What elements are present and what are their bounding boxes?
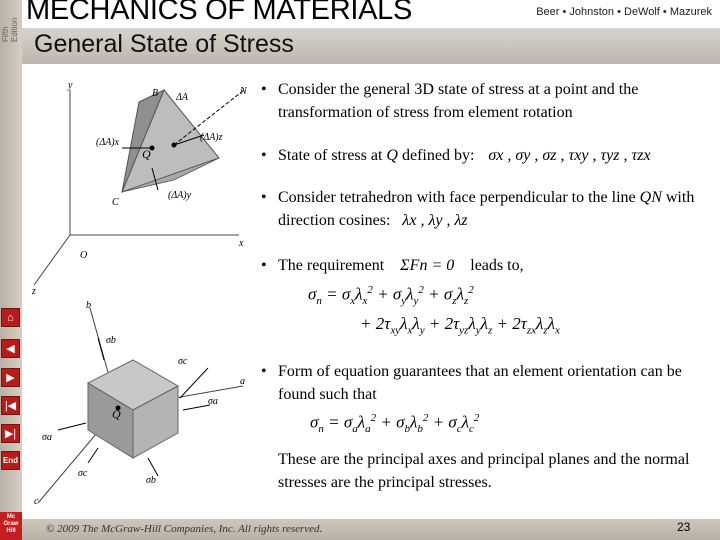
end-button[interactable]: End (1, 451, 20, 470)
bullet-dot: • (261, 81, 267, 98)
area-y-label: (ΔA)y (168, 190, 192, 201)
bullet-5 (261, 360, 698, 406)
bullet-3-line: QN (639, 189, 662, 206)
bullet-3-prefix: Consider tetrahedron with face perpendicular to the line (278, 189, 636, 206)
arrow-left-icon: ◀ (6, 343, 15, 355)
normal-stress-equation-line2: + $2\tau_{xy}\lambda_x\lambda_y + 2\tau_{yz}\lambda_y\lambda_z + 2\tau_{zx}\lambda_z\lambda_x$ (360, 314, 560, 337)
point-q-label: Q (142, 147, 151, 161)
slide-header-title: MECHANICS OF MATERIALS (26, 0, 413, 26)
bullet-4-suffix: leads to, (470, 257, 524, 274)
authors-line: Beer • Johnston • DeWolf • Mazurek (536, 6, 712, 18)
axis-c-label: c (34, 496, 39, 507)
axis-z-label: z (32, 286, 36, 297)
axis-a-label: a (240, 376, 245, 387)
bullet-dot: • (261, 363, 267, 380)
axis-y-label: y (68, 80, 73, 91)
first-slide-button[interactable] (1, 396, 20, 415)
sigma-a-left-label: σa (42, 432, 52, 443)
bullet-dot: • (261, 189, 267, 206)
bullet-2 (261, 144, 708, 167)
bullet-4 (261, 254, 708, 277)
bullet-3-suffix: with direction cosines: (278, 189, 695, 229)
home-button[interactable] (1, 308, 20, 327)
direction-cosines: λx , λy , λz (402, 212, 468, 229)
edition-label: Fifth Edition (1, 17, 19, 42)
bullet-3 (261, 186, 708, 232)
bullet-dot: • (261, 147, 267, 164)
bullet-1 (261, 78, 708, 124)
sigma-b-bottom-label: σb (146, 475, 156, 486)
bullet-1-text: Consider the general 3D state of stress at a point and the transformation of stress from element rotation (278, 81, 639, 121)
tetrahedron-figure (24, 70, 254, 300)
axis-x-label: x (239, 238, 244, 249)
equilibrium-condition: ΣFn = 0 (400, 257, 455, 274)
principal-note: These are the principal axes and principal planes and the normal stresses are the principal stresses. (278, 451, 690, 491)
area-x-label: (ΔA)x (96, 137, 120, 148)
bullet-2-suffix: defined by: (401, 147, 475, 164)
first-icon: |◀ (4, 400, 17, 412)
arrow-right-icon: ▶ (6, 372, 15, 384)
bullet-2-prefix: State of stress at (278, 147, 383, 164)
last-slide-button[interactable] (1, 424, 20, 443)
vertex-b-label: B (152, 88, 159, 99)
principal-element-figure (28, 298, 248, 510)
vertex-c-label: C (112, 197, 119, 208)
next-button[interactable] (1, 368, 20, 387)
area-z-label: (ΔA)z (200, 132, 223, 143)
sigma-c-right-label: σc (178, 356, 188, 367)
copyright-text: © 2009 The McGraw-Hill Companies, Inc. All rights reserved. (46, 523, 323, 535)
house-icon: ⌂ (7, 311, 14, 324)
normal-n-label: N (240, 86, 247, 97)
bullet-4-prefix: The requirement (278, 257, 385, 274)
normal-stress-equation-line1: $\sigma_n = \sigma_x\lambda_x^2 + \sigma_y\lambda_y^2 + \sigma_z\lambda_z^2$ (308, 284, 474, 308)
bullet-5-text: Form of equation guarantees that an element orientation can be found such that (278, 363, 682, 403)
point-q-label-bottom: Q (112, 407, 121, 421)
sigma-a-right-label: σa (208, 396, 218, 407)
slide-subtitle: General State of Stress (34, 30, 294, 58)
last-icon: ▶| (4, 428, 17, 440)
axis-b-label: b (86, 300, 91, 311)
bullet-2-point: Q (386, 147, 398, 164)
bullet-dot: • (261, 257, 267, 274)
page-number: 23 (677, 520, 691, 534)
area-label: ΔA (176, 92, 188, 103)
previous-button[interactable] (1, 339, 20, 358)
sigma-c-bottom-label: σc (78, 468, 88, 479)
principal-stress-equation: $\sigma_n = \sigma_a\lambda_a^2 + \sigma_b\lambda_b^2 + \sigma_c\lambda_c^2$ (310, 412, 480, 436)
mcgraw-hill-logo: Mc Graw Hill (0, 512, 22, 540)
origin-label: O (80, 250, 88, 261)
sigma-b-top-label: σb (106, 335, 116, 346)
stress-components: σx , σy , σz , τxy , τyz , τzx (488, 147, 651, 164)
